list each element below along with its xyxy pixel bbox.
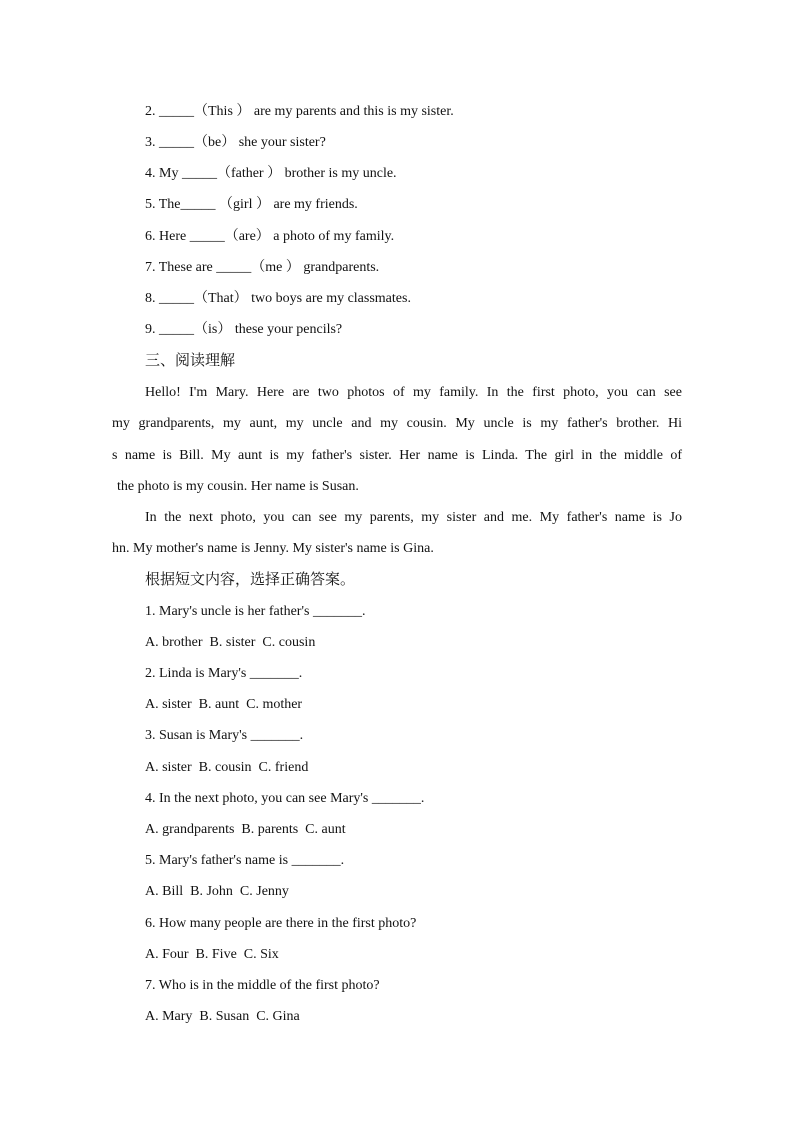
fill-blank-item: 4. My _____（father ） brother is my uncle. — [145, 166, 397, 181]
answer-options: A. sister B. aunt C. mother — [145, 697, 303, 712]
instruction: 根据短文内容，选择正确答案。 — [145, 570, 356, 588]
answer-options: A. Four B. Five C. Six — [145, 947, 279, 962]
question: 4. In the next photo, you can see Mary's _______. — [145, 791, 425, 806]
question: 1. Mary's uncle is her father's _______. — [145, 604, 366, 619]
answer-options: A. sister B. cousin C. friend — [145, 760, 309, 775]
question: 2. Linda is Mary's _______. — [145, 666, 303, 681]
answer-options: A. Mary B. Susan C. Gina — [145, 1009, 300, 1024]
fill-blank-item: 7. These are _____（me ） grandparents. — [145, 260, 380, 275]
question: 7. Who is in the middle of the first photo? — [145, 978, 380, 993]
answer-options: A. grandparents B. parents C. aunt — [145, 822, 346, 837]
answer-options: A. brother B. sister C. cousin — [145, 635, 316, 650]
answer-options: A. Bill B. John C. Jenny — [145, 884, 289, 899]
fill-blank-item: 2. _____（This ） are my parents and this is my sister. — [145, 104, 454, 119]
fill-blank-item: 5. The_____ （girl ） are my friends. — [145, 197, 358, 212]
passage-line: my grandparents, my aunt, my uncle and my cousin. My uncle is my father's brother. Hi — [112, 416, 682, 431]
fill-blank-item: 9. _____（is） these your pencils? — [145, 322, 343, 337]
section-title: 三、阅读理解 — [145, 351, 236, 369]
fill-blank-item: 6. Here _____（are） a photo of my family. — [145, 229, 395, 244]
passage-line: In the next photo, you can see my parents, my sister and me. My father's name is Jo — [145, 510, 682, 525]
question: 5. Mary's father's name is _______. — [145, 853, 345, 868]
passage-line: Hello! I'm Mary. Here are two photos of my family. In the first photo, you can see — [145, 385, 682, 400]
question: 6. How many people are there in the first photo? — [145, 916, 417, 931]
passage-line: hn. My mother's name is Jenny. My sister's name is Gina. — [112, 541, 434, 556]
passage-line: the photo is my cousin. Her name is Susan. — [117, 479, 359, 494]
fill-blank-item: 3. _____（be） she your sister? — [145, 135, 326, 150]
fill-blank-item: 8. _____（That） two boys are my classmates. — [145, 291, 411, 306]
question: 3. Susan is Mary's _______. — [145, 728, 304, 743]
passage-line: s name is Bill. My aunt is my father's sister. Her name is Linda. The girl in the middle of — [112, 448, 682, 463]
